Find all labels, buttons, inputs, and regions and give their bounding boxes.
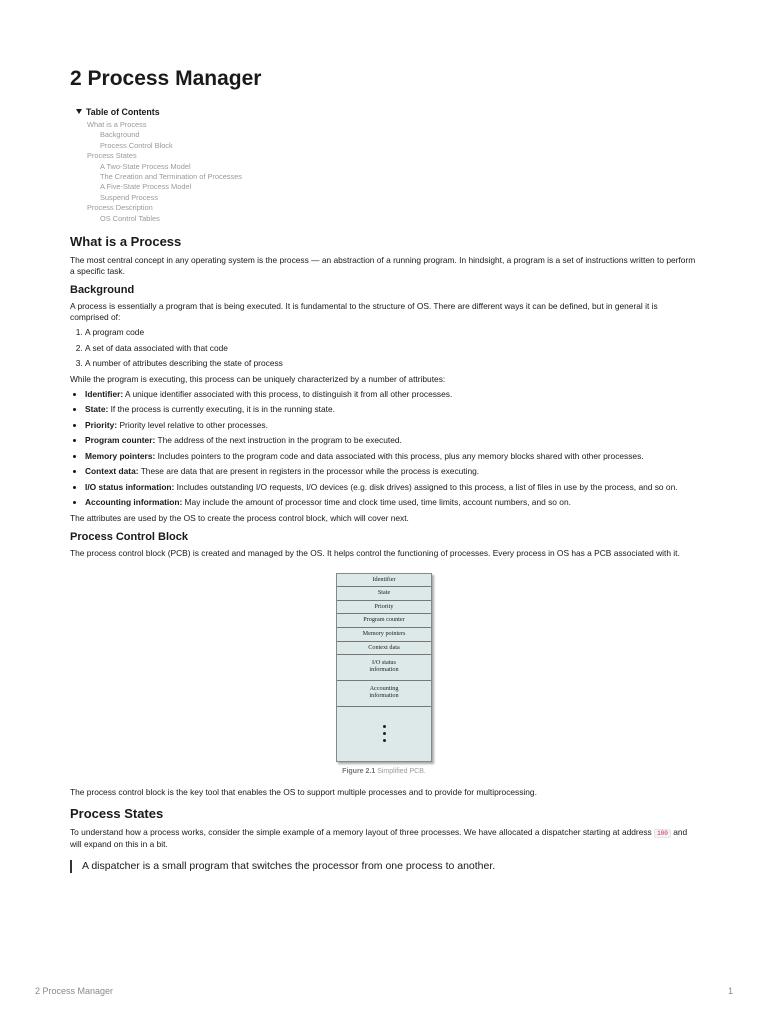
heading-process-control-block: Process Control Block — [70, 530, 188, 543]
pcb-cell-line: Accounting — [369, 685, 399, 693]
description: A unique identifier associated with this process, to distinguish it from all other processes. — [123, 388, 453, 399]
term: Context data: — [85, 466, 139, 477]
inline-code: 100 — [654, 829, 671, 838]
caption-label: Figure 2.1 — [342, 768, 376, 776]
pcb-cell-io-status — [337, 655, 431, 681]
text: To understand how a process works, consider the simple example of a memory layout of three processes. We have allocated a dispatcher starting at address — [70, 827, 655, 838]
list-item — [85, 497, 698, 508]
figure-simplified-pcb — [70, 573, 698, 776]
toc-link-five-state-model[interactable]: A Five-State Process Model — [100, 182, 192, 192]
description: May include the amount of processor time and clock time used, time limits, account numbers, and so on. — [182, 497, 571, 508]
term: Priority: — [85, 419, 118, 430]
pcb-cell-program-counter: Program counter — [337, 614, 431, 628]
paragraph-background-intro: A process is essentially a program that is being executed. It is fundamental to the structure of OS. There are different ways it can be defined, but in general it is comprised of: — [70, 301, 658, 323]
list-item — [85, 451, 698, 462]
list-item: 1. A program code — [85, 327, 698, 338]
pcb-cell-context-data: Context data — [337, 642, 431, 656]
description: Includes outstanding I/O requests, I/O devices (e.g. disk drives) assigned to this process, a list of files in use by the process, and so on. — [174, 481, 678, 492]
ordered-list-process-components — [70, 327, 698, 369]
pcb-cell-accounting — [337, 681, 431, 707]
pcb-cell-priority: Priority — [337, 601, 431, 615]
list-item — [85, 404, 698, 415]
pcb-cell-identifier: Identifier — [337, 574, 431, 588]
toc-link-background[interactable]: Background — [100, 130, 140, 140]
paragraph-pcb-outro: The process control block is the key tool that enables the OS to support multiple processes and to provide for multiprocessing. — [70, 787, 537, 798]
description: Includes pointers to the program code and data associated with this process, plus any memory blocks shared with other processes. — [155, 450, 644, 461]
toc-link-process-description[interactable]: Process Description — [87, 203, 153, 213]
description: Priority level relative to other processes. — [117, 419, 268, 430]
toc-title: Table of Contents — [86, 107, 160, 117]
toc-link-process-states[interactable]: Process States — [87, 151, 137, 161]
heading-what-is-a-process: What is a Process — [70, 234, 182, 250]
table-of-contents — [70, 120, 698, 224]
document-page — [70, 66, 698, 873]
paragraph-background-outro: The attributes are used by the OS to create the process control block, which will cover next. — [70, 512, 409, 523]
pcb-cell-memory-pointers: Memory pointers — [337, 628, 431, 642]
pcb-cell-line: I/O status — [372, 659, 396, 667]
term: State: — [85, 404, 109, 415]
dot-icon — [383, 739, 386, 742]
list-item — [85, 482, 698, 493]
triangle-down-icon — [76, 109, 82, 114]
pcb-ellipsis — [337, 707, 431, 761]
list-item: 3. A number of attributes describing the state of process — [85, 358, 698, 369]
pcb-cell-state: State — [337, 587, 431, 601]
toc-link-creation-termination[interactable]: The Creation and Termination of Processes — [100, 172, 243, 182]
figure-caption — [70, 768, 698, 775]
toc-link-suspend-process[interactable]: Suspend Process — [100, 192, 158, 202]
paragraph-what-intro: The most central concept in any operating system is the process — an abstraction of a running program. In hindsight, a program is a set of instructions written to perform a specific task. — [70, 255, 696, 277]
text: and will expand on this in a bit. — [70, 827, 688, 850]
page-title: 2 Process Manager — [70, 67, 262, 90]
term: Program counter: — [85, 435, 156, 446]
list-item — [85, 389, 698, 400]
heading-background: Background — [70, 284, 135, 297]
footer-page-number: 1 — [727, 986, 733, 996]
term: Accounting information: — [85, 497, 183, 508]
paragraph-pcb-intro: The process control block (PCB) is created and managed by the OS. It helps control the functioning of processes. Every process in OS has a PCB associated with it. — [70, 547, 680, 558]
heading-process-states: Process States — [70, 806, 164, 822]
attribute-list — [70, 389, 698, 509]
term: Identifier: — [85, 388, 124, 399]
toc-toggle[interactable] — [76, 106, 698, 118]
footer-title: 2 Process Manager — [35, 986, 114, 996]
paragraph-attributes-intro: While the program is executing, this process can be uniquely characterized by a number of attributes: — [70, 373, 446, 384]
description: The address of the next instruction in the program to be executed. — [155, 435, 402, 446]
list-item — [85, 466, 698, 477]
term: Memory pointers: — [85, 450, 156, 461]
dot-icon — [383, 725, 386, 728]
description: If the process is currently executing, it is in the running state. — [108, 404, 335, 415]
paragraph-states-intro — [70, 827, 698, 850]
toc-link-what-is-a-process[interactable]: What is a Process — [87, 120, 147, 129]
dot-icon — [383, 732, 386, 735]
pcb-cell-line: information — [369, 692, 399, 700]
description: These are data that are present in registers in the processor while the process is executing. — [138, 466, 480, 477]
list-item: 2. A set of data associated with that code — [85, 343, 698, 354]
term: I/O status information: — [85, 481, 175, 492]
caption-text: Simplified PCB. — [375, 768, 426, 776]
pcb-cell-line: information — [369, 666, 399, 674]
list-item — [85, 435, 698, 446]
toc-link-os-control-tables[interactable]: OS Control Tables — [100, 213, 160, 223]
toc-link-two-state-model[interactable]: A Two-State Process Model — [100, 161, 191, 171]
toc-link-process-control-block[interactable]: Process Control Block — [100, 140, 173, 150]
blockquote-dispatcher: A dispatcher is a small program that switches the processor from one process to another. — [70, 860, 698, 873]
list-item — [85, 420, 698, 431]
pcb-diagram — [336, 573, 432, 763]
